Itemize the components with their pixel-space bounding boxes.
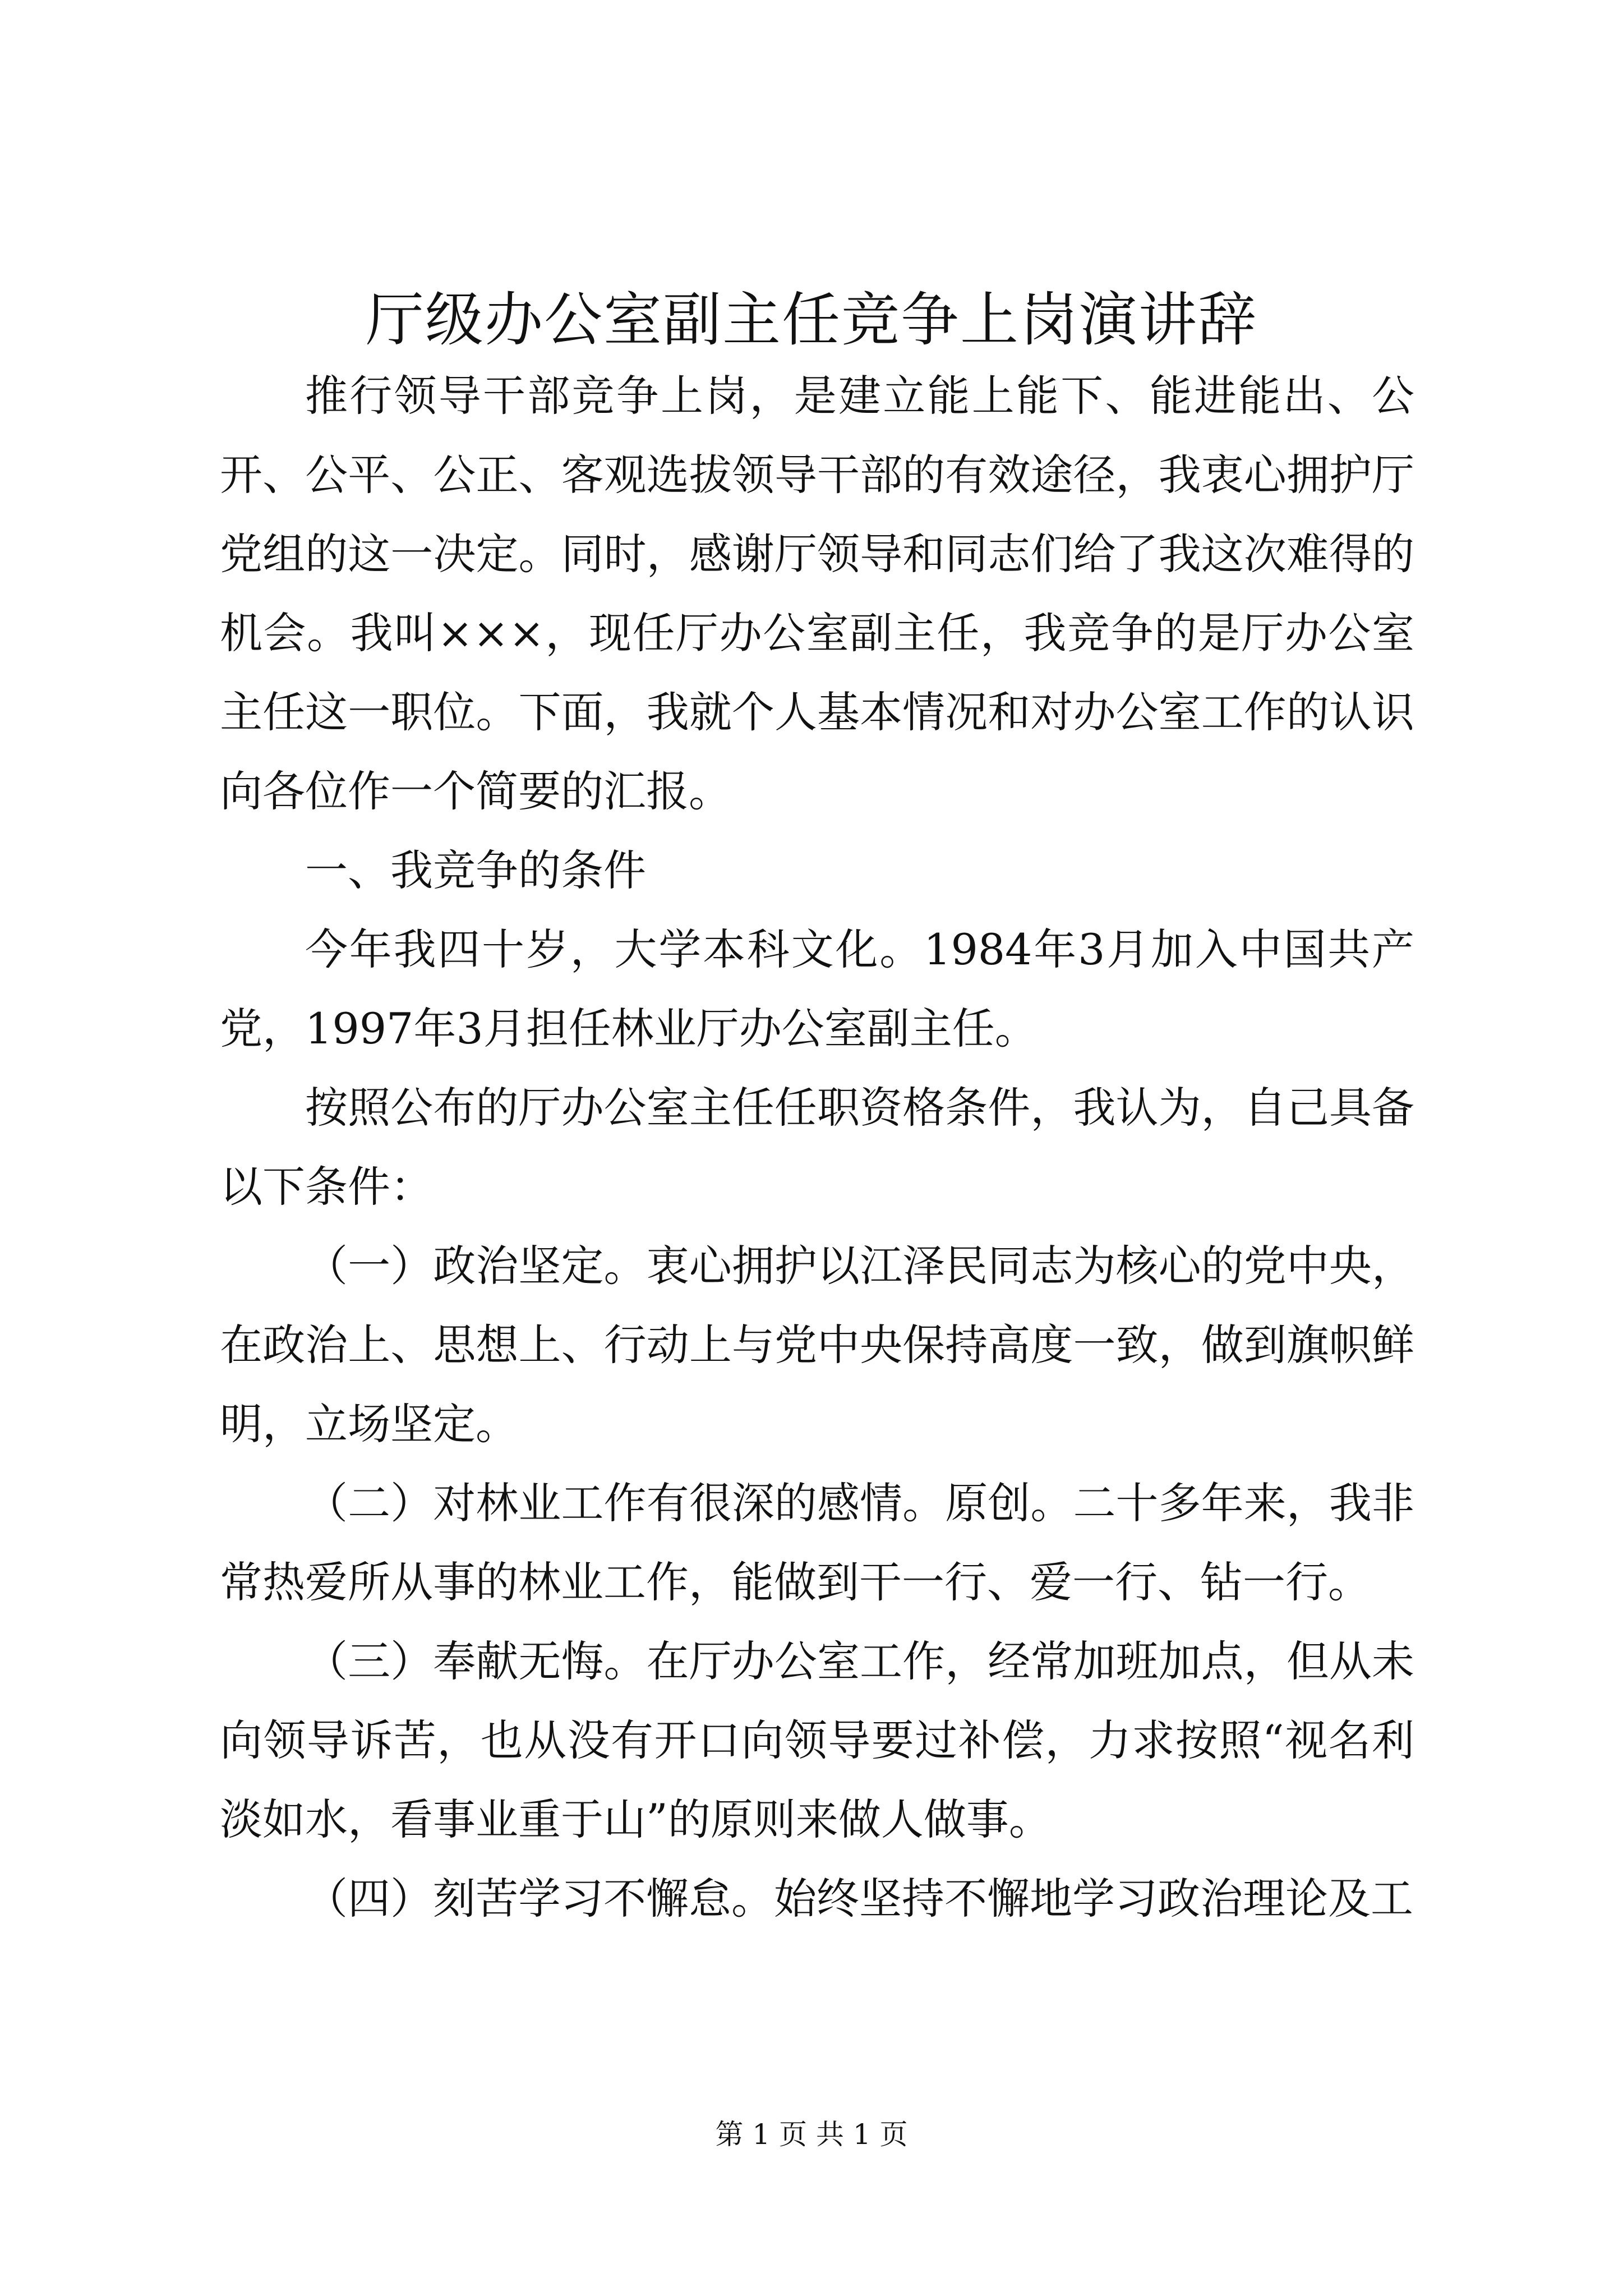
document-body <box>220 356 1414 1938</box>
paragraph-intro: 推行领导干部竞争上岗，是建立能上能下、能进能出、公开、公平、公正、客观选拔领导干部的有效途径，我衷心拥护厅党组的这一决定。同时，感谢厅领导和同志们给了我这次难得的机会。我叫×××，现任厅办公室副主任，我竞争的是厅办公室主任这一职位。下面，我就个人基本情况和对办公室工作的认识向各位作一个简要的汇报。 <box>220 371 1414 816</box>
section-heading: 一、我竞争的条件 <box>305 845 646 895</box>
paragraph-item-4: （四）刻苦学习不懈怠。始终坚持不懈地学习政治理论及工 <box>305 1874 1413 1924</box>
paragraph-background: 今年我四十岁，大学本科文化。1984年3月加入中国共产党，1997年3月担任林业厅办公室副主任。 <box>220 924 1414 1053</box>
paragraph-qualifications: 按照公布的厅办公室主任任职资格条件，我认为，自己具备以下条件： <box>220 1083 1414 1212</box>
paragraph-item-3: （三）奉献无悔。在厅办公室工作，经常加班加点，但从未向领导诉苦，也从没有开口向领导要过补偿，力求按照“视名利淡如水，看事业重于山”的原则来做人做事。 <box>220 1636 1414 1844</box>
page-footer: 第 1 页 共 1 页 <box>715 2118 908 2151</box>
paragraph-item-2: （二）对林业工作有很深的感情。原创。二十多年来，我非常热爱所从事的林业工作，能做到干一行、爱一行、钻一行。 <box>220 1478 1414 1607</box>
paragraph-item-1: （一）政治坚定。衷心拥护以江泽民同志为核心的党中央，在政治上、思想上、行动上与党中央保持高度一致，做到旗帜鲜明，立场坚定。 <box>220 1241 1414 1449</box>
document-title: 厅级办公室副主任竞争上岗演讲辞 <box>365 286 1257 354</box>
